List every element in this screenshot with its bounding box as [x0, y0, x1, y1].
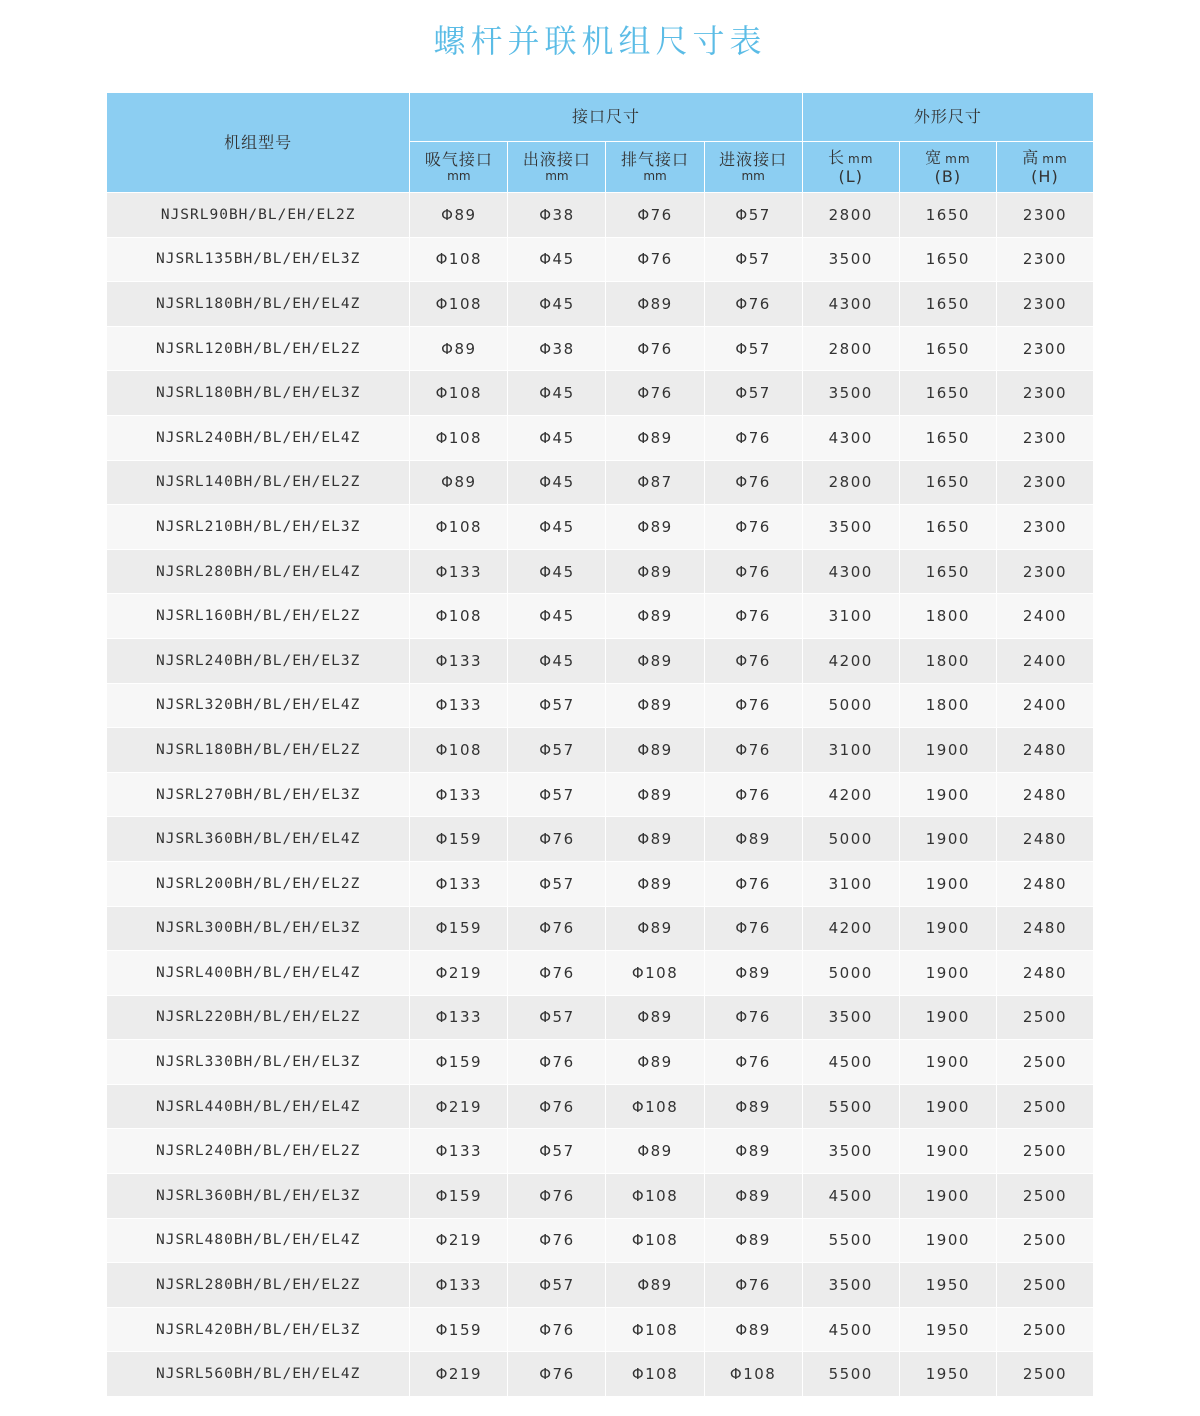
discharge-port-cell: Φ89 [606, 638, 704, 683]
liquid-inlet-cell: Φ76 [704, 594, 802, 639]
liquid-outlet-cell: Φ45 [508, 371, 606, 416]
model-cell: NJSRL120BH/BL/EH/EL2Z [107, 326, 410, 371]
length-cell: 5000 [802, 683, 899, 728]
liquid-inlet-cell: Φ89 [704, 817, 802, 862]
table-row [107, 638, 1094, 683]
suction-port-cell: Φ133 [410, 683, 508, 728]
length-cell: 3100 [802, 861, 899, 906]
suction-port-cell: Φ108 [410, 237, 508, 282]
liquid-outlet-cell: Φ57 [508, 995, 606, 1040]
suction-port-cell: Φ133 [410, 995, 508, 1040]
discharge-port-cell: Φ76 [606, 371, 704, 416]
liquid-inlet-cell: Φ76 [704, 638, 802, 683]
width-cell: 1650 [899, 326, 996, 371]
width-cell: 1900 [899, 817, 996, 862]
header-discharge-port: 排气接口 mm [606, 142, 704, 193]
length-cell: 2800 [802, 193, 899, 238]
discharge-port-cell: Φ87 [606, 460, 704, 505]
liquid-inlet-cell: Φ57 [704, 326, 802, 371]
liquid-outlet-cell: Φ57 [508, 1263, 606, 1308]
liquid-outlet-cell: Φ57 [508, 772, 606, 817]
liquid-inlet-cell: Φ57 [704, 371, 802, 416]
header-liquid-inlet: 进液接口 mm [704, 142, 802, 193]
model-cell: NJSRL420BH/BL/EH/EL3Z [107, 1307, 410, 1352]
width-cell: 1900 [899, 906, 996, 951]
length-cell: 2800 [802, 460, 899, 505]
table-row [107, 415, 1094, 460]
liquid-inlet-cell: Φ76 [704, 772, 802, 817]
discharge-port-cell: Φ89 [606, 1040, 704, 1085]
length-cell: 3100 [802, 728, 899, 773]
height-cell: 2480 [996, 951, 1093, 996]
liquid-outlet-cell: Φ45 [508, 415, 606, 460]
length-cell: 3500 [802, 505, 899, 550]
liquid-outlet-cell: Φ45 [508, 505, 606, 550]
suction-port-cell: Φ219 [410, 1084, 508, 1129]
page-title: 螺杆并联机组尺寸表 [433, 22, 767, 60]
liquid-outlet-cell: Φ76 [508, 1218, 606, 1263]
length-cell: 5500 [802, 1084, 899, 1129]
table-header [107, 93, 1094, 193]
liquid-outlet-cell: Φ76 [508, 1174, 606, 1219]
liquid-outlet-cell: Φ76 [508, 1084, 606, 1129]
liquid-outlet-cell: Φ38 [508, 326, 606, 371]
liquid-outlet-cell: Φ76 [508, 1040, 606, 1085]
width-cell: 1800 [899, 594, 996, 639]
height-cell: 2480 [996, 861, 1093, 906]
length-cell: 5000 [802, 951, 899, 996]
height-cell: 2500 [996, 1352, 1093, 1397]
height-cell: 2500 [996, 1218, 1093, 1263]
height-cell: 2500 [996, 1263, 1093, 1308]
length-cell: 3500 [802, 1263, 899, 1308]
liquid-outlet-cell: Φ45 [508, 549, 606, 594]
table-row [107, 817, 1094, 862]
width-cell: 1900 [899, 728, 996, 773]
suction-port-cell: Φ159 [410, 906, 508, 951]
width-cell: 1900 [899, 772, 996, 817]
discharge-port-cell: Φ89 [606, 995, 704, 1040]
discharge-port-cell: Φ89 [606, 594, 704, 639]
width-cell: 1900 [899, 995, 996, 1040]
discharge-port-cell: Φ89 [606, 1129, 704, 1174]
table-row [107, 326, 1094, 371]
height-cell: 2400 [996, 594, 1093, 639]
table-row [107, 1263, 1094, 1308]
model-cell: NJSRL220BH/BL/EH/EL2Z [107, 995, 410, 1040]
header-width: 宽 mm (B) [899, 142, 996, 193]
length-cell: 4500 [802, 1307, 899, 1352]
length-cell: 4200 [802, 638, 899, 683]
table-row [107, 1084, 1094, 1129]
liquid-inlet-cell: Φ89 [704, 1307, 802, 1352]
header-ports-group: 接口尺寸 [410, 93, 802, 142]
liquid-inlet-cell: Φ76 [704, 1263, 802, 1308]
suction-port-cell: Φ133 [410, 861, 508, 906]
discharge-port-cell: Φ76 [606, 193, 704, 238]
height-cell: 2400 [996, 638, 1093, 683]
width-cell: 1650 [899, 282, 996, 327]
suction-port-cell: Φ159 [410, 817, 508, 862]
model-cell: NJSRL360BH/BL/EH/EL4Z [107, 817, 410, 862]
liquid-outlet-cell: Φ57 [508, 1129, 606, 1174]
width-cell: 1900 [899, 1040, 996, 1085]
suction-port-cell: Φ89 [410, 326, 508, 371]
width-cell: 1650 [899, 549, 996, 594]
length-cell: 2800 [802, 326, 899, 371]
width-cell: 1650 [899, 505, 996, 550]
liquid-outlet-cell: Φ45 [508, 594, 606, 639]
model-cell: NJSRL280BH/BL/EH/EL4Z [107, 549, 410, 594]
model-cell: NJSRL90BH/BL/EH/EL2Z [107, 193, 410, 238]
liquid-outlet-cell: Φ38 [508, 193, 606, 238]
table-row [107, 282, 1094, 327]
length-cell: 4200 [802, 906, 899, 951]
table-row [107, 906, 1094, 951]
liquid-inlet-cell: Φ89 [704, 1129, 802, 1174]
model-cell: NJSRL240BH/BL/EH/EL4Z [107, 415, 410, 460]
model-cell: NJSRL300BH/BL/EH/EL3Z [107, 906, 410, 951]
table-row [107, 728, 1094, 773]
model-cell: NJSRL210BH/BL/EH/EL3Z [107, 505, 410, 550]
liquid-inlet-cell: Φ76 [704, 728, 802, 773]
height-cell: 2480 [996, 772, 1093, 817]
suction-port-cell: Φ108 [410, 282, 508, 327]
model-cell: NJSRL160BH/BL/EH/EL2Z [107, 594, 410, 639]
header-model: 机组型号 [107, 93, 410, 193]
height-cell: 2500 [996, 1307, 1093, 1352]
table-row [107, 371, 1094, 416]
liquid-inlet-cell: Φ89 [704, 1084, 802, 1129]
discharge-port-cell: Φ89 [606, 415, 704, 460]
suction-port-cell: Φ89 [410, 460, 508, 505]
liquid-outlet-cell: Φ76 [508, 817, 606, 862]
model-cell: NJSRL200BH/BL/EH/EL2Z [107, 861, 410, 906]
suction-port-cell: Φ108 [410, 415, 508, 460]
model-cell: NJSRL135BH/BL/EH/EL3Z [107, 237, 410, 282]
suction-port-cell: Φ108 [410, 728, 508, 773]
liquid-inlet-cell: Φ89 [704, 951, 802, 996]
liquid-outlet-cell: Φ45 [508, 460, 606, 505]
length-cell: 5500 [802, 1352, 899, 1397]
suction-port-cell: Φ133 [410, 772, 508, 817]
height-cell: 2500 [996, 1040, 1093, 1085]
height-cell: 2300 [996, 326, 1093, 371]
discharge-port-cell: Φ108 [606, 1084, 704, 1129]
table-row [107, 594, 1094, 639]
length-cell: 4500 [802, 1040, 899, 1085]
length-cell: 3500 [802, 995, 899, 1040]
model-cell: NJSRL240BH/BL/EH/EL2Z [107, 1129, 410, 1174]
length-cell: 4300 [802, 549, 899, 594]
height-cell: 2300 [996, 193, 1093, 238]
table-row [107, 1040, 1094, 1085]
liquid-inlet-cell: Φ76 [704, 282, 802, 327]
model-cell: NJSRL320BH/BL/EH/EL4Z [107, 683, 410, 728]
liquid-inlet-cell: Φ76 [704, 505, 802, 550]
liquid-inlet-cell: Φ57 [704, 193, 802, 238]
header-dims-group: 外形尺寸 [802, 93, 1093, 142]
liquid-outlet-cell: Φ76 [508, 906, 606, 951]
suction-port-cell: Φ89 [410, 193, 508, 238]
width-cell: 1650 [899, 193, 996, 238]
table-row [107, 995, 1094, 1040]
height-cell: 2480 [996, 817, 1093, 862]
length-cell: 5000 [802, 817, 899, 862]
length-cell: 4300 [802, 282, 899, 327]
suction-port-cell: Φ108 [410, 505, 508, 550]
discharge-port-cell: Φ89 [606, 906, 704, 951]
width-cell: 1950 [899, 1307, 996, 1352]
table-row [107, 1352, 1094, 1397]
height-cell: 2300 [996, 415, 1093, 460]
length-cell: 4300 [802, 415, 899, 460]
width-cell: 1900 [899, 1174, 996, 1219]
suction-port-cell: Φ159 [410, 1174, 508, 1219]
height-cell: 2300 [996, 237, 1093, 282]
table-row [107, 505, 1094, 550]
liquid-inlet-cell: Φ108 [704, 1352, 802, 1397]
liquid-inlet-cell: Φ76 [704, 995, 802, 1040]
liquid-outlet-cell: Φ45 [508, 237, 606, 282]
discharge-port-cell: Φ76 [606, 237, 704, 282]
width-cell: 1650 [899, 371, 996, 416]
width-cell: 1650 [899, 415, 996, 460]
width-cell: 1950 [899, 1263, 996, 1308]
discharge-port-cell: Φ89 [606, 683, 704, 728]
liquid-outlet-cell: Φ76 [508, 1307, 606, 1352]
width-cell: 1900 [899, 1129, 996, 1174]
height-cell: 2300 [996, 282, 1093, 327]
length-cell: 5500 [802, 1218, 899, 1263]
length-cell: 3500 [802, 371, 899, 416]
width-cell: 1800 [899, 683, 996, 728]
suction-port-cell: Φ219 [410, 1352, 508, 1397]
length-cell: 3500 [802, 1129, 899, 1174]
liquid-outlet-cell: Φ45 [508, 282, 606, 327]
suction-port-cell: Φ108 [410, 371, 508, 416]
table-row [107, 1218, 1094, 1263]
discharge-port-cell: Φ89 [606, 861, 704, 906]
liquid-inlet-cell: Φ76 [704, 1040, 802, 1085]
width-cell: 1900 [899, 1218, 996, 1263]
suction-port-cell: Φ133 [410, 638, 508, 683]
height-cell: 2300 [996, 505, 1093, 550]
model-cell: NJSRL330BH/BL/EH/EL3Z [107, 1040, 410, 1085]
width-cell: 1800 [899, 638, 996, 683]
height-cell: 2480 [996, 906, 1093, 951]
liquid-inlet-cell: Φ76 [704, 549, 802, 594]
table-body [107, 193, 1094, 1397]
length-cell: 4200 [802, 772, 899, 817]
length-cell: 3100 [802, 594, 899, 639]
liquid-outlet-cell: Φ57 [508, 861, 606, 906]
suction-port-cell: Φ133 [410, 1129, 508, 1174]
model-cell: NJSRL180BH/BL/EH/EL3Z [107, 371, 410, 416]
discharge-port-cell: Φ89 [606, 728, 704, 773]
discharge-port-cell: Φ76 [606, 326, 704, 371]
height-cell: 2300 [996, 549, 1093, 594]
model-cell: NJSRL280BH/BL/EH/EL2Z [107, 1263, 410, 1308]
discharge-port-cell: Φ108 [606, 1174, 704, 1219]
model-cell: NJSRL480BH/BL/EH/EL4Z [107, 1218, 410, 1263]
length-cell: 4500 [802, 1174, 899, 1219]
suction-port-cell: Φ159 [410, 1307, 508, 1352]
height-cell: 2500 [996, 1129, 1093, 1174]
model-cell: NJSRL560BH/BL/EH/EL4Z [107, 1352, 410, 1397]
header-height: 高 mm (H) [996, 142, 1093, 193]
width-cell: 1650 [899, 237, 996, 282]
liquid-inlet-cell: Φ76 [704, 460, 802, 505]
table-row [107, 683, 1094, 728]
table-row [107, 193, 1094, 238]
table-row [107, 1307, 1094, 1352]
suction-port-cell: Φ108 [410, 594, 508, 639]
discharge-port-cell: Φ89 [606, 505, 704, 550]
liquid-inlet-cell: Φ89 [704, 1218, 802, 1263]
table-row [107, 861, 1094, 906]
suction-port-cell: Φ159 [410, 1040, 508, 1085]
model-cell: NJSRL440BH/BL/EH/EL4Z [107, 1084, 410, 1129]
height-cell: 2300 [996, 460, 1093, 505]
suction-port-cell: Φ219 [410, 951, 508, 996]
table-row [107, 460, 1094, 505]
liquid-inlet-cell: Φ76 [704, 861, 802, 906]
height-cell: 2500 [996, 1174, 1093, 1219]
discharge-port-cell: Φ108 [606, 951, 704, 996]
liquid-inlet-cell: Φ89 [704, 1174, 802, 1219]
model-cell: NJSRL400BH/BL/EH/EL4Z [107, 951, 410, 996]
table-row [107, 1129, 1094, 1174]
liquid-outlet-cell: Φ76 [508, 1352, 606, 1397]
width-cell: 1900 [899, 861, 996, 906]
height-cell: 2300 [996, 371, 1093, 416]
liquid-inlet-cell: Φ76 [704, 683, 802, 728]
width-cell: 1650 [899, 460, 996, 505]
height-cell: 2480 [996, 728, 1093, 773]
model-cell: NJSRL360BH/BL/EH/EL3Z [107, 1174, 410, 1219]
liquid-outlet-cell: Φ76 [508, 951, 606, 996]
liquid-inlet-cell: Φ76 [704, 415, 802, 460]
discharge-port-cell: Φ108 [606, 1218, 704, 1263]
width-cell: 1900 [899, 1084, 996, 1129]
model-cell: NJSRL270BH/BL/EH/EL3Z [107, 772, 410, 817]
model-cell: NJSRL240BH/BL/EH/EL3Z [107, 638, 410, 683]
width-cell: 1900 [899, 951, 996, 996]
spec-table [106, 92, 1094, 1397]
table-row [107, 237, 1094, 282]
discharge-port-cell: Φ89 [606, 282, 704, 327]
liquid-outlet-cell: Φ57 [508, 683, 606, 728]
table-row [107, 549, 1094, 594]
header-suction-port: 吸气接口 mm [410, 142, 508, 193]
table-row [107, 951, 1094, 996]
discharge-port-cell: Φ89 [606, 1263, 704, 1308]
liquid-inlet-cell: Φ57 [704, 237, 802, 282]
model-cell: NJSRL180BH/BL/EH/EL4Z [107, 282, 410, 327]
suction-port-cell: Φ133 [410, 1263, 508, 1308]
discharge-port-cell: Φ108 [606, 1307, 704, 1352]
liquid-outlet-cell: Φ57 [508, 728, 606, 773]
table-row [107, 1174, 1094, 1219]
liquid-outlet-cell: Φ45 [508, 638, 606, 683]
header-liquid-outlet: 出液接口 mm [508, 142, 606, 193]
height-cell: 2500 [996, 995, 1093, 1040]
discharge-port-cell: Φ89 [606, 772, 704, 817]
height-cell: 2500 [996, 1084, 1093, 1129]
discharge-port-cell: Φ108 [606, 1352, 704, 1397]
model-cell: NJSRL180BH/BL/EH/EL2Z [107, 728, 410, 773]
suction-port-cell: Φ219 [410, 1218, 508, 1263]
header-length: 长 mm (L) [802, 142, 899, 193]
length-cell: 3500 [802, 237, 899, 282]
discharge-port-cell: Φ89 [606, 817, 704, 862]
suction-port-cell: Φ133 [410, 549, 508, 594]
table-row [107, 772, 1094, 817]
width-cell: 1950 [899, 1352, 996, 1397]
discharge-port-cell: Φ89 [606, 549, 704, 594]
liquid-inlet-cell: Φ76 [704, 906, 802, 951]
model-cell: NJSRL140BH/BL/EH/EL2Z [107, 460, 410, 505]
height-cell: 2400 [996, 683, 1093, 728]
